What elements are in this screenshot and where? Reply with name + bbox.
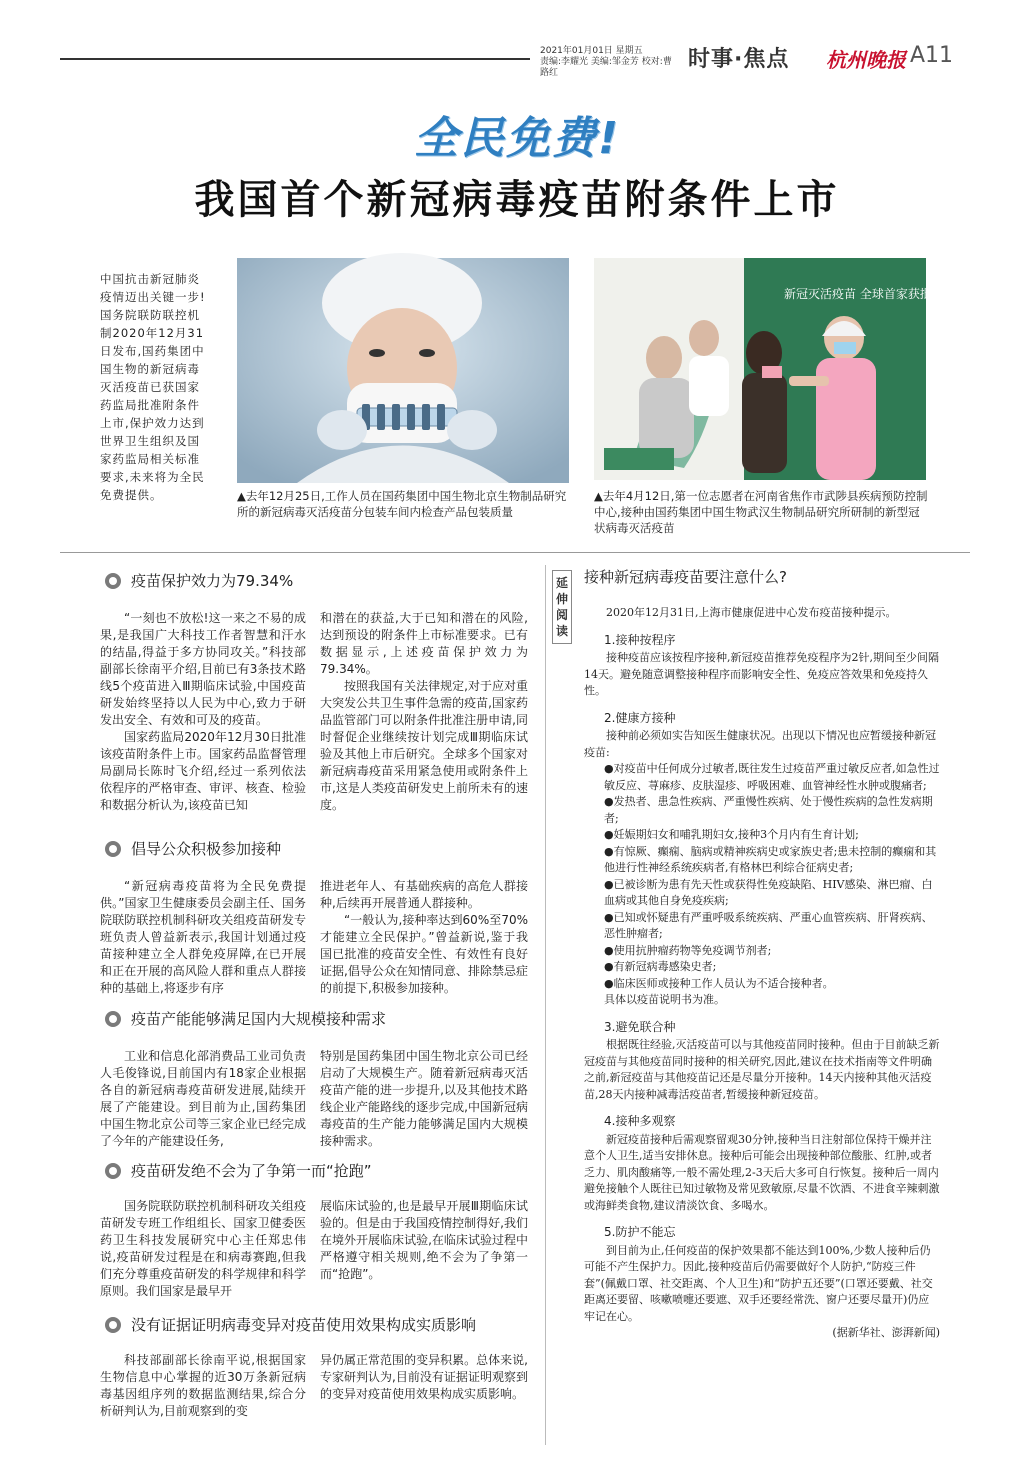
section-heading: [105, 570, 293, 591]
section-title: 疫苗研发绝不会为了争第一而“抢跑”: [131, 1162, 372, 1180]
sidebar-paragraph: 接种疫苗应该按程序接种,新冠疫苗推荐免疫程序为2针,期间至少间隔14天。避免随意调整接种程序而影响安全性、免疫应答效果和免疫持久性。: [584, 651, 939, 697]
lead-paragraph: 中国抗击新冠肺炎疫情迈出关键一步!国务院联防联控机制2020年12月31日发布,国药集团中国生物的新冠病毒灭活疫苗已获国家药监局批准附条件上市,保护效力达到世界卫生组织及国家药监局相关标准要求,未来将为全民免费提供。: [100, 272, 206, 502]
circle-bullet-icon: [105, 1163, 121, 1179]
sidebar-source: (据新华社、澎湃新闻): [832, 1326, 940, 1339]
paragraph: 国家药监局2020年12月30日批准该疫苗附条件上市。国家药品监督管理局副局长陈时飞介绍,经过一系列依法依程序的严格审查、审评、核查、检验和数据分析认为,该疫苗已知: [100, 730, 306, 812]
sidebar-paragraph: 接种前必须如实告知医生健康状况。出现以下情况也应暂缓接种新冠疫苗:: [584, 729, 936, 759]
issue-date: 2021年01月01日 星期五: [540, 46, 643, 56]
paragraph: 国务院联防联控机制科研攻关组疫苗研发专班工作组组长、国家卫健委医药卫生科技发展研究中心主任郑忠伟说,疫苗研发过程是在和病毒赛跑,但我们充分尊重疫苗研发的科学规律和科学原则。我们国家是最早开: [100, 1199, 306, 1298]
sidebar-bullet: ●发热者、患急性疾病、严重慢性疾病、处于慢性疾病的急性发病期者;: [604, 795, 933, 825]
sidebar-bullet: ●有惊厥、癫痫、脑病或精神疾病史或家族史者;患未控制的癫痫和其他进行性神经系统疾病者,有格林巴利综合征病史者;: [604, 844, 937, 874]
paragraph: 展临床试验的,也是最早开展Ⅲ期临床试验的。但是由于我国疫情控制得好,我们在境外开展临床试验,在临床试验过程中严格遵守相关规则,绝不会为了争第一而“抢跑”。: [320, 1199, 528, 1281]
circle-bullet-icon: [105, 841, 121, 857]
paragraph: “新冠病毒疫苗将为全民免费提供。”国家卫生健康委员会副主任、国务院联防联控机制科研攻关组疫苗研发专班负责人曾益新表示,我国计划通过疫苗接种建立全人群免疫屏障,在已开展和正在开展的高风险人群和重点人群接种的基础上,将逐步有序: [100, 879, 306, 995]
circle-bullet-icon: [105, 573, 121, 589]
masthead-meta: [540, 46, 680, 79]
photo-lab-worker: [237, 258, 569, 483]
sidebar-paragraph: 新冠疫苗接种后需观察留观30分钟,接种当日注射部位保持干燥并注意个人卫生,适当安排休息。接种后可能会出现接种部位酸胀、红肿,或者乏力、肌肉酸痛等,一般不需处理,2-3天后大多可自行恢复。接种后一周内避免接触个人既往已知过敏物及常见致敏原,尽量不饮酒、不进食辛辣刺激或海鲜类食物,建议清淡饮食、多喝水。: [584, 1132, 940, 1212]
sidebar-intro: 2020年12月31日,上海市健康促进中心发布疫苗接种提示。: [606, 606, 897, 619]
section-divider: [60, 552, 970, 553]
sidebar-paragraph: 根据既往经验,灭活疫苗可以与其他疫苗同时接种。但由于目前缺乏新冠疫苗与其他疫苗同时接种的相关研究,因此,建议在技术指南等文件明确之前,新冠疫苗与其他疫苗记还是尽量分开接种。14天内接种其他灭活疫苗,28天内接种减毒活疫苗者,暂缓接种新冠疫苗。: [584, 1038, 940, 1101]
article-column: [100, 1352, 306, 1420]
section-heading: [105, 838, 281, 859]
sidebar-bullet: ●临床医师或接种工作人员认为不适合接种者。: [604, 976, 834, 990]
article-column: [100, 610, 306, 814]
sidebar-bullet: ●妊娠期妇女和哺乳期妇女,接种3个月内有生育计划;: [604, 828, 859, 841]
sidebar-title: 接种新冠病毒疫苗要注意什么?: [584, 568, 787, 586]
sidebar-bullet: ●已被诊断为患有先天性或获得性免疫缺陷、HIV感染、淋巴瘤、白血病或其他自身免疫疾病;: [604, 877, 933, 907]
section-title: 倡导公众积极参加接种: [131, 840, 282, 858]
sidebar-bullet: ●对疫苗中任何成分过敏者,既往发生过疫苗严重过敏反应者,如急性过敏反应、荨麻疹、皮肤湿疹、呼吸困难、血管神经性水肿或腹痛者;: [604, 762, 940, 792]
article-column: [100, 1048, 306, 1150]
editor-credits: 责编:李耀光 美编:邹金芳 校对:曹路红: [540, 57, 672, 78]
section-heading: [105, 1160, 372, 1181]
article-column: [100, 878, 306, 997]
circle-bullet-icon: [105, 1317, 121, 1333]
article-column: [320, 610, 528, 814]
sidebar-extended-reading: [584, 566, 940, 1342]
paragraph: 异仍属正常范围的变异积累。总体来说,专家研判认为,目前没有证据证明观察到的变异对疫苗使用效果构成实质影响。: [320, 1353, 528, 1401]
photo-caption-2: ▲去年4月12日,第一位志愿者在河南省焦作市武陟县疾病预防控制中心,接种由国药集团中国生物武汉生物制品研究所研制的新型冠状病毒灭活疫苗: [594, 489, 928, 535]
article-column: [320, 1198, 528, 1283]
column-divider: [545, 565, 546, 1445]
circle-bullet-icon: [105, 1011, 121, 1027]
sidebar-item-heading: 2.健康方接种: [604, 710, 676, 725]
paragraph: 推进老年人、有基础疾病的高危人群接种,后续再开展普通人群接种。: [320, 879, 528, 910]
sign-text: 新冠灭活疫苗 全球首家获批临床: [784, 287, 956, 301]
headline-kicker: 全民免费!: [413, 113, 621, 164]
paragraph: 特别是国药集团中国生物北京公司已经启动了大规模生产。随着新冠病毒灭活疫苗产能的进一步提升,以及其他技术路线企业产能路线的逐步完成,中国新冠病毒疫苗的生产能力能够满足国内大规模接种需求。: [320, 1049, 528, 1148]
section-name: 时事·焦点: [688, 47, 790, 72]
sidebar-tag: 延伸阅读: [552, 570, 572, 644]
section-title: 没有证据证明病毒变异对疫苗使用效果构成实质影响: [131, 1316, 477, 1334]
section-title: 疫苗保护效力为79.34%: [131, 572, 294, 590]
article-column: [320, 1352, 528, 1403]
sidebar-paragraph: 到目前为止,任何疫苗的保护效果都不能达到100%,少数人接种后仍可能不产生保护力。因此,接种疫苗后仍需要做好个人防护,“防疫三件套”(佩戴口罩、社交距离、个人卫生)和“防护五还要”(口罩还要戴、社交距离还要留、咳嗽喷嚏还要遮、双手还要经常洗、窗户还要尽量开)仍应牢记在心。: [584, 1243, 933, 1323]
page-number: A11: [910, 43, 954, 68]
sidebar-item-heading: 5.防护不能忘: [604, 1225, 676, 1239]
section-heading: [105, 1314, 476, 1335]
sidebar-bullet: 具体以疫苗说明书为准。: [604, 993, 725, 1006]
section-title: 疫苗产能能够满足国内大规模接种需求: [131, 1010, 387, 1028]
paragraph: 和潜在的获益,大于已知和潜在的风险,达到预设的附条件上市标准要求。已有数据显示,上述疫苗保护效力为79.34%。: [320, 611, 528, 676]
paragraph: 按照我国有关法律规定,对于应对重大突发公共卫生事件急需的疫苗,国家药品监管部门可以附条件批准注册申请,同时督促企业继续按计划完成Ⅲ期临床试验及其他上市后研究。全球多个国家对新冠病毒疫苗采用紧急使用或附条件上市,这是人类疫苗研发史上前所未有的速度。: [320, 679, 528, 812]
newspaper-logo: 杭州晚报: [826, 48, 906, 72]
paragraph: “一刻也不放松!这一来之不易的成果,是我国广大科技工作者智慧和汗水的结晶,得益于多方协同攻关。”科技部副部长徐南平介绍,目前已有3条技术路线5个疫苗进入Ⅲ期临床试验,中国疫苗研发始终坚持以人民为中心,致力于研发出安全、有效和可及的疫苗。: [100, 611, 306, 727]
paragraph: 科技部副部长徐南平说,根据国家生物信息中心掌握的近30万条新冠病毒基因组序列的数据监测结果,综合分析研判认为,目前观察到的变: [100, 1353, 306, 1418]
photo-caption-1: ▲去年12月25日,工作人员在国药集团中国生物北京生物制品研究所的新冠病毒灭活疫苗分包装车间内检查产品包装质量: [237, 489, 567, 519]
sidebar-bullet: ●有新冠病毒感染史者;: [604, 960, 717, 973]
masthead-rule: [60, 58, 530, 60]
sidebar-bullet: ●使用抗肿瘤药物等免疫调节剂者;: [604, 943, 772, 957]
article-column: [320, 878, 528, 997]
section-heading: [105, 1008, 386, 1029]
sidebar-item-heading: 1.接种按程序: [604, 632, 676, 647]
sidebar-item-heading: 3.避免联合种: [604, 1019, 676, 1034]
paragraph: 工业和信息化部消费品工业司负责人毛俊锋说,目前国内有18家企业根据各自的新冠病毒疫苗研发进展,陆续开展了产能建设。到目前为止,国药集团中国生物北京公司等三家企业已经完成了今年的产能建设任务,: [100, 1049, 306, 1148]
article-column: [100, 1198, 306, 1300]
article-column: [320, 1048, 528, 1150]
sidebar-bullet: ●已知或怀疑患有严重呼吸系统疾病、严重心血管疾病、肝肾疾病、恶性肿瘤者;: [604, 910, 933, 940]
photo-vaccination: [594, 258, 956, 480]
headline-title: 我国首个新冠病毒疫苗附条件上市: [194, 177, 840, 223]
sidebar-item-heading: 4.接种多观察: [604, 1114, 676, 1128]
paragraph: “一般认为,接种率达到60%至70%才能建立全民保护。”曾益新说,鉴于我国已批准的疫苗安全性、有效性有良好证据,倡导公众在知情同意、排除禁忌症的前提下,积极参加接种。: [320, 913, 528, 995]
